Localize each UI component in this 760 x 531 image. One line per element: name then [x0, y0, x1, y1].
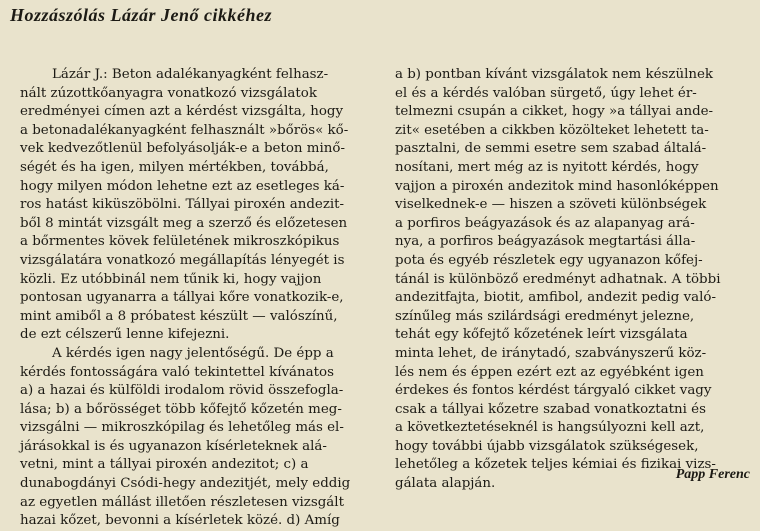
text-line: el és a kérdés valóban sürgető, úgy lehet ér- [395, 85, 697, 101]
text-line: színűleg más szilárdsági eredményt jelezne, [395, 308, 695, 324]
text-line: csak a tállyai kőzetre szabad vonatkoztatni és [395, 401, 706, 417]
text-line: ségét és ha igen, milyen mértékben, továbbá, [20, 159, 329, 175]
text-line: Lázár J.: Beton adalékanyagként felhasz- [52, 67, 329, 82]
text-line: közli. Ez utóbbinál nem tűnik ki, hogy vajjon [20, 271, 322, 287]
paragraph-3 [395, 66, 751, 494]
text-line: a következtetéseknél is hangsúlyozni kell azt, [395, 420, 705, 436]
right-column [395, 66, 751, 494]
text-line: tánál is különböző eredményt adhatnak. A többi [395, 271, 721, 287]
text-line: ből 8 mintát vizsgált meg a szerző és előzetesen [20, 215, 348, 231]
paragraph-1 [20, 66, 388, 345]
text-line: vek kedvezőtlenül befolyásolják-e a beton minő- [20, 141, 345, 157]
text-line: andezitfajta, biotit, amfibol, andezit pedig való- [395, 290, 716, 306]
text-line: viselkednek-e — hiszen a szöveti különbségek [395, 197, 707, 213]
text-line: érdekes és fontos kérdést tárgyaló cikket vagy [395, 383, 712, 399]
text-line: a bőrmentes kövek felületének mikroszkópikus [20, 234, 340, 250]
text-line: vizsgálatára vonatkozó megállapítás lényegét is [20, 252, 345, 268]
text-line: lehetőleg a kőzetek teljes kémiai és fizikai vizs- [395, 457, 716, 473]
text-line: járásokkal is és ugyanazon kísérleteknek alá- [20, 438, 327, 454]
text-line: tehát egy kőfejtő kőzetének leírt vizsgálata [395, 327, 688, 343]
text-line: zit« esetében a cikkben közölteket lehetett ta- [395, 122, 709, 138]
text-line: mint amiből a 8 próbatest készült — valószínű, [20, 308, 338, 324]
text-line: pasztalni, de semmi esetre sem szabad általá- [395, 141, 707, 157]
text-line: pontosan ugyanarra a tállyai kőre vonatkozik-e, [20, 290, 344, 306]
text-line: dunabogdányi Csódi-hegy andezitjét, mely eddig [20, 476, 351, 492]
text-line: vetni, mint a tállyai piroxén andezitot; c) a [20, 457, 309, 473]
text-line: a porfiros beágyazások és az alapanyag ará- [395, 215, 695, 231]
text-line: vizsgálni — mikroszkópilag és lehetőleg más el- [20, 420, 344, 436]
text-line: telmezni csupán a cikket, hogy »a tállyai ande- [395, 104, 714, 120]
text-line: nosítani, mert még az is nyitott kérdés, hogy [395, 159, 699, 175]
author-signature: Papp Ferenc [675, 467, 750, 482]
left-column [20, 66, 388, 531]
text-line: lása; b) a bőrösséget több kőfejtő kőzetén meg- [20, 401, 342, 417]
text-line: pota és egyéb részletek egy ugyanazon kőfej- [395, 252, 703, 268]
text-line: hazai kőzet, bevonni a kísérletek közé. d) Amíg [20, 513, 340, 529]
text-line: a betonadalékanyagként felhasznált »bőrös« kő- [20, 122, 349, 138]
article-title: Hozzászólás Lázár Jenő cikkéhez [10, 5, 273, 25]
text-line: az egyetlen mállást illetően részletesen vizsgált [20, 494, 344, 510]
text-line: eredményei címen azt a kérdést vizsgálta, hogy [20, 104, 344, 120]
text-line: kérdés fontosságára való tekintettel kívánatos [20, 364, 334, 380]
text-line: gálata alapján. [395, 476, 496, 492]
text-line: de ezt célszerű lenne kifejezni. [20, 327, 230, 343]
text-line: vajjon a piroxén andezitok mind hasonlóképpen [395, 178, 719, 194]
text-line: hogy milyen módon lehetne ezt az esetleges ká- [20, 178, 345, 194]
text-line: lés nem és éppen ezért ezt az egyébként igen [395, 364, 704, 380]
text-line: ros hatást kiküszöbölni. Tállyai piroxén andezit- [20, 197, 345, 213]
text-line: A kérdés igen nagy jelentőségű. De épp a [52, 345, 334, 361]
text-line: a b) pontban kívánt vizsgálatok nem készülnek [395, 67, 714, 82]
text-line: a) a hazai és külföldi irodalom rövid összefogla- [20, 383, 344, 399]
text-line: minta lehet, de iránytadó, szabványszerű köz- [395, 345, 707, 361]
text-line: nált zúzottkőanyagra vonatkozó vizsgálatok [20, 85, 317, 101]
text-line: hogy további újabb vizsgálatok szükségesek, [395, 438, 699, 454]
text-line: nya, a porfiros beágyazások megtartási álla- [395, 234, 696, 250]
paragraph-2 [20, 345, 388, 531]
